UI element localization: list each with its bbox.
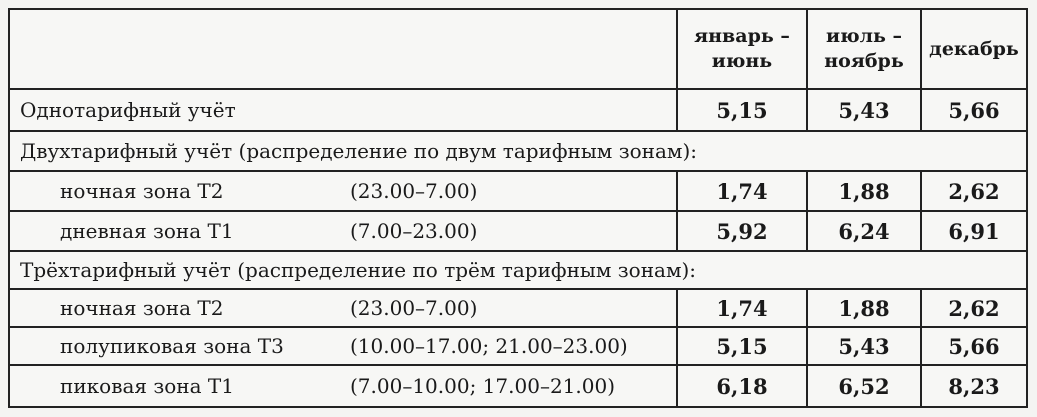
value-jan-jun: 5,15 — [676, 328, 806, 364]
table-row — [10, 172, 1026, 212]
row-label: ночная зона Т2 — [60, 296, 224, 320]
header-jul-nov-line2: ноябрь — [824, 50, 904, 72]
table-row — [10, 328, 1026, 366]
header-dec-line1: декабрь — [929, 37, 1019, 60]
value-dec: 8,23 — [920, 366, 1026, 406]
row-time: (7.00–23.00) — [350, 219, 478, 243]
tariff-table — [8, 8, 1028, 408]
header-jan-jun-line1: январь – — [694, 25, 790, 48]
header-jul-nov — [806, 10, 920, 88]
row-label: Однотарифный учёт — [20, 98, 236, 122]
value-dec: 5,66 — [920, 328, 1026, 364]
table-row — [10, 290, 1026, 328]
table-row — [10, 366, 1026, 406]
header-jul-nov-line1: июль – — [826, 25, 902, 48]
value-jul-nov: 6,52 — [806, 366, 920, 406]
value-dec: 2,62 — [920, 290, 1026, 326]
header-jan-jun — [676, 10, 806, 88]
value-dec: 6,91 — [920, 212, 1026, 250]
value-jul-nov: 1,88 — [806, 172, 920, 210]
value-jul-nov: 5,43 — [806, 328, 920, 364]
row-label: ночная зона Т2 — [60, 179, 224, 203]
value-jan-jun: 5,92 — [676, 212, 806, 250]
section-title-two-tariff: Двухтарифный учёт (распределение по двум тарифным зонам): — [20, 139, 697, 163]
row-label: пиковая зона Т1 — [60, 374, 234, 398]
value-jan-jun: 1,74 — [676, 172, 806, 210]
section-title-row — [10, 132, 1026, 172]
table-row — [10, 90, 1026, 132]
row-time: (23.00–7.00) — [350, 179, 478, 203]
table-row — [10, 212, 1026, 252]
row-label: полупиковая зона Т3 — [60, 334, 284, 358]
row-label: дневная зона Т1 — [60, 219, 234, 243]
header-empty-cell — [10, 10, 676, 88]
header-dec — [920, 10, 1026, 88]
header-row — [10, 10, 1026, 90]
section-title-three-tariff: Трёхтарифный учёт (распределение по трём тарифным зонам): — [20, 258, 697, 282]
value-jan-jun: 6,18 — [676, 366, 806, 406]
value-jul-nov: 1,88 — [806, 290, 920, 326]
value-dec: 5,66 — [920, 90, 1026, 130]
value-jan-jun: 1,74 — [676, 290, 806, 326]
value-jul-nov: 6,24 — [806, 212, 920, 250]
header-jan-jun-line2: июнь — [711, 50, 773, 72]
row-time: (10.00–17.00; 21.00–23.00) — [350, 334, 628, 358]
value-jul-nov: 5,43 — [806, 90, 920, 130]
value-jan-jun: 5,15 — [676, 90, 806, 130]
section-title-row — [10, 252, 1026, 290]
value-dec: 2,62 — [920, 172, 1026, 210]
row-time: (23.00–7.00) — [350, 296, 478, 320]
row-time: (7.00–10.00; 17.00–21.00) — [350, 374, 615, 398]
